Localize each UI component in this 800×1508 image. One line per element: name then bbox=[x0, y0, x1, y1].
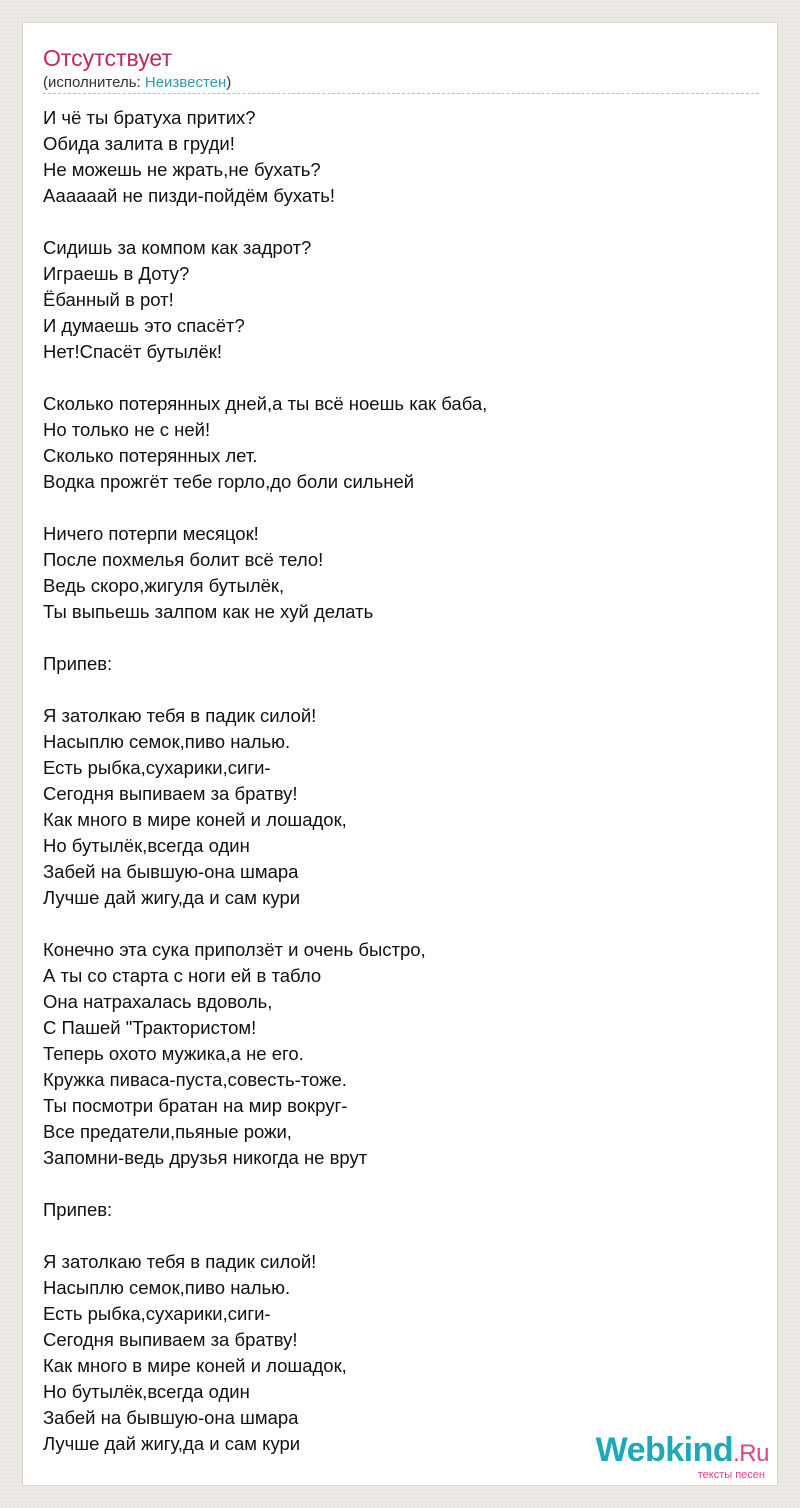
lyric-line: Ты выпьешь залпом как не хуй делать bbox=[43, 601, 374, 622]
lyric-line: Есть рыбка,сухарики,сиги- bbox=[43, 1303, 271, 1324]
lyric-line: Насыплю семок,пиво налью. bbox=[43, 731, 291, 752]
title-divider bbox=[43, 93, 759, 94]
lyric-line: Я затолкаю тебя в падик силой! bbox=[43, 1251, 317, 1272]
lyric-line: После похмелья болит всё тело! bbox=[43, 549, 324, 570]
lyric-line: Лучше дай жигу,да и сам кури bbox=[43, 887, 301, 908]
artist-line bbox=[43, 73, 231, 93]
lyric-line: Конечно эта сука приползёт и очень быстро, bbox=[43, 939, 426, 960]
lyric-line: Но только не с ней! bbox=[43, 419, 211, 440]
lyric-line: Есть рыбка,сухарики,сиги- bbox=[43, 757, 271, 778]
lyrics-card bbox=[22, 22, 778, 1486]
lyric-line: Запомни-ведь друзья никогда не врут bbox=[43, 1147, 368, 1168]
artist-suffix: ) bbox=[226, 74, 232, 91]
lyric-line: Теперь охото мужика,а не его. bbox=[43, 1043, 304, 1064]
lyric-blank-line bbox=[43, 365, 759, 391]
lyrics-text bbox=[43, 105, 759, 1457]
logo-main-text: Webkind bbox=[595, 1431, 734, 1469]
lyric-line: Сколько потерянных дней,а ты всё ноешь как баба, bbox=[43, 393, 488, 414]
lyric-line: Но бутылёк,всегда один bbox=[43, 835, 250, 856]
lyric-blank-line bbox=[43, 911, 759, 937]
lyric-line: Сидишь за компом как задрот? bbox=[43, 237, 312, 258]
lyric-blank-line bbox=[43, 1223, 759, 1249]
lyric-line: Кружка пиваса-пуста,совесть-тоже. bbox=[43, 1069, 347, 1090]
lyric-line: Обида залита в груди! bbox=[43, 133, 235, 154]
lyric-line: Аааааай не пизди-пойдём бухать! bbox=[43, 185, 336, 206]
lyric-line: Ты посмотри братан на мир вокруг- bbox=[43, 1095, 348, 1116]
lyric-line: Забей на бывшую-она шмара bbox=[43, 1407, 299, 1428]
logo-tagline: тексты песен bbox=[697, 1469, 765, 1481]
lyric-line: Как много в мире коней и лошадок, bbox=[43, 809, 347, 830]
artist-prefix: (исполнитель: bbox=[43, 74, 145, 91]
logo-suffix-text: .Ru bbox=[733, 1440, 769, 1467]
lyric-line: С Пашей "Трактористом! bbox=[43, 1017, 257, 1038]
lyric-blank-line bbox=[43, 209, 759, 235]
lyric-line: Ведь скоро,жигуля бутылёк, bbox=[43, 575, 285, 596]
logo-wordmark bbox=[596, 1433, 769, 1471]
lyric-line: Она натрахалась вдоволь, bbox=[43, 991, 273, 1012]
lyric-line: И думаешь это спасёт? bbox=[43, 315, 245, 336]
lyric-line: Нет!Спасёт бутылёк! bbox=[43, 341, 222, 362]
lyric-line: Припев: bbox=[43, 653, 113, 674]
lyric-line: Но бутылёк,всегда один bbox=[43, 1381, 250, 1402]
lyric-line: Ёбанный в рот! bbox=[43, 289, 174, 310]
artist-link[interactable]: Неизвестен bbox=[144, 74, 227, 91]
lyric-line: И чё ты братуха притих? bbox=[43, 107, 256, 128]
site-logo[interactable] bbox=[596, 1433, 769, 1481]
lyric-line: Я затолкаю тебя в падик силой! bbox=[43, 705, 317, 726]
lyric-line: Как много в мире коней и лошадок, bbox=[43, 1355, 347, 1376]
lyric-line: Все предатели,пьяные рожи, bbox=[43, 1121, 292, 1142]
lyric-line: Не можешь не жрать,не бухать? bbox=[43, 159, 321, 180]
lyric-line: Насыплю семок,пиво налью. bbox=[43, 1277, 291, 1298]
lyric-blank-line bbox=[43, 1171, 759, 1197]
lyric-line: Сколько потерянных лет. bbox=[43, 445, 258, 466]
lyric-line: Ничего потерпи месяцок! bbox=[43, 523, 259, 544]
lyric-line: Забей на бывшую-она шмара bbox=[43, 861, 299, 882]
lyric-line: Сегодня выпиваем за братву! bbox=[43, 783, 298, 804]
lyric-blank-line bbox=[43, 677, 759, 703]
lyric-line: Играешь в Доту? bbox=[43, 263, 190, 284]
lyric-line: Лучше дай жигу,да и сам кури bbox=[43, 1433, 301, 1454]
lyric-blank-line bbox=[43, 495, 759, 521]
song-title: Отсутствует bbox=[43, 45, 172, 71]
lyric-blank-line bbox=[43, 625, 759, 651]
lyric-line: А ты со старта с ноги ей в табло bbox=[43, 965, 322, 986]
lyric-line: Водка прожгёт тебе горло,до боли сильней bbox=[43, 471, 415, 492]
lyric-line: Сегодня выпиваем за братву! bbox=[43, 1329, 298, 1350]
lyric-line: Припев: bbox=[43, 1199, 113, 1220]
